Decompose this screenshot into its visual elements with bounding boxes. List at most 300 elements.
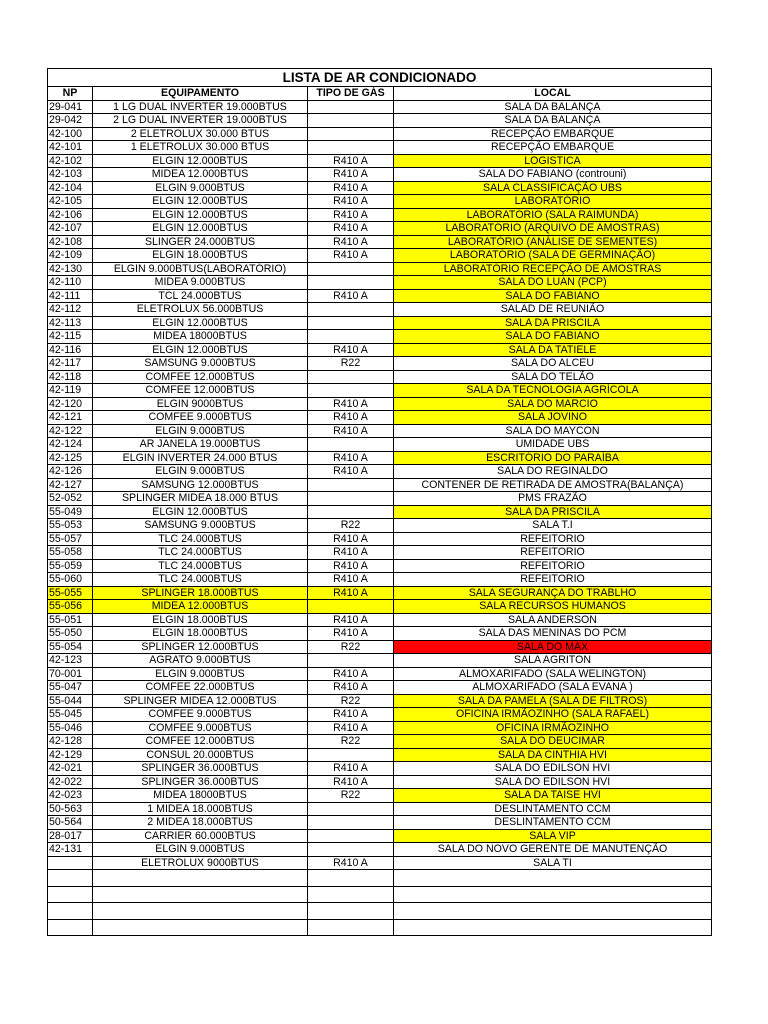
cell-gas: R410 A [308, 627, 394, 641]
cell-gas [308, 802, 394, 816]
cell-location: UMIDADE UBS [394, 438, 712, 452]
cell-equipment: TLC 24.000BTUS [93, 573, 308, 587]
cell-np [48, 856, 93, 870]
cell-equipment: CONSUL 20.000BTUS [93, 748, 308, 762]
cell-equipment: TLC 24.000BTUS [93, 532, 308, 546]
cell-np: 42-107 [48, 222, 93, 236]
cell-equipment: ELGIN 12.000BTUS [93, 154, 308, 168]
cell-np: 42-120 [48, 397, 93, 411]
cell-np: 42-124 [48, 438, 93, 452]
cell-np: 55-059 [48, 559, 93, 573]
cell-np: 55-053 [48, 519, 93, 533]
table-row [48, 195, 712, 209]
table-row [48, 694, 712, 708]
table-row [48, 546, 712, 560]
table-row [48, 316, 712, 330]
empty-cell [48, 919, 93, 936]
table-row [48, 222, 712, 236]
table-row [48, 397, 712, 411]
cell-np: 42-105 [48, 195, 93, 209]
cell-gas: R22 [308, 789, 394, 803]
cell-gas [308, 303, 394, 317]
empty-row [48, 886, 712, 903]
cell-gas [308, 100, 394, 114]
table-row [48, 573, 712, 587]
table-row [48, 789, 712, 803]
cell-location: SALA DA BALANÇA [394, 114, 712, 128]
cell-gas: R22 [308, 519, 394, 533]
cell-np: 42-128 [48, 735, 93, 749]
table-row [48, 127, 712, 141]
cell-equipment: 2 ELETROLUX 30.000 BTUS [93, 127, 308, 141]
cell-np: 42-129 [48, 748, 93, 762]
cell-location: SALA DA TAISE HVI [394, 789, 712, 803]
empty-cell [394, 919, 712, 936]
cell-location: SALA DO MAYCON [394, 424, 712, 438]
cell-location: SALA CLASSIFICAÇÃO UBS [394, 181, 712, 195]
cell-gas [308, 748, 394, 762]
table-row [48, 262, 712, 276]
table-row [48, 100, 712, 114]
cell-location: PMS FRAZÃO [394, 492, 712, 506]
table-row [48, 208, 712, 222]
table-row [48, 519, 712, 533]
cell-gas [308, 127, 394, 141]
cell-location: LABORATÓRIO [394, 195, 712, 209]
cell-location: SALA DO FABIANO [394, 330, 712, 344]
table-row [48, 654, 712, 668]
cell-gas: R410 A [308, 573, 394, 587]
cell-gas [308, 262, 394, 276]
table-row [48, 276, 712, 290]
cell-equipment: MIDEA 18000BTUS [93, 330, 308, 344]
empty-cell [93, 870, 308, 887]
cell-location: REFEITORIO [394, 573, 712, 587]
cell-location: SALA DO EDILSON HVI [394, 775, 712, 789]
cell-location: SALA ANDERSON [394, 613, 712, 627]
cell-location: LABORATÓRIO (ANÁLISE DE SEMENTES) [394, 235, 712, 249]
cell-location: LABORATÓRIO (SALA DE GERMINAÇÃO) [394, 249, 712, 263]
cell-equipment: COMFEE 9.000BTUS [93, 411, 308, 425]
cell-equipment: COMFEE 22.000BTUS [93, 681, 308, 695]
cell-np: 55-044 [48, 694, 93, 708]
cell-location: OFICINA IRMÃOZINHO (SALA RAFAEL) [394, 708, 712, 722]
cell-np: 42-131 [48, 843, 93, 857]
cell-location: SALA T.I [394, 519, 712, 533]
cell-gas [308, 276, 394, 290]
cell-location: CONTENER DE RETIRADA DE AMOSTRA(BALANÇA) [394, 478, 712, 492]
cell-np: 55-057 [48, 532, 93, 546]
table-row [48, 640, 712, 654]
cell-equipment: ELGIN 12.000BTUS [93, 222, 308, 236]
cell-location: SALA DO TELÃO [394, 370, 712, 384]
cell-gas: R410 A [308, 181, 394, 195]
cell-np: 42-111 [48, 289, 93, 303]
cell-np: 42-112 [48, 303, 93, 317]
cell-location: SALA DA CINTHIA HVI [394, 748, 712, 762]
cell-np: 55-046 [48, 721, 93, 735]
cell-np: 52-052 [48, 492, 93, 506]
cell-np: 42-116 [48, 343, 93, 357]
cell-np: 55-045 [48, 708, 93, 722]
cell-equipment: ELGIN 9000BTUS [93, 397, 308, 411]
cell-equipment: ELGIN 9.000BTUS [93, 465, 308, 479]
table-row [48, 343, 712, 357]
cell-location: SALA DO EDILSON HVI [394, 762, 712, 776]
table-row [48, 829, 712, 843]
cell-gas [308, 654, 394, 668]
cell-gas: R410 A [308, 397, 394, 411]
table-row [48, 613, 712, 627]
cell-gas [308, 141, 394, 155]
cell-location: SALA VIP [394, 829, 712, 843]
cell-gas: R410 A [308, 762, 394, 776]
cell-equipment: ELGIN 12.000BTUS [93, 505, 308, 519]
table-row [48, 586, 712, 600]
cell-gas: R410 A [308, 708, 394, 722]
cell-equipment: MIDEA 18000BTUS [93, 789, 308, 803]
cell-gas: R410 A [308, 532, 394, 546]
cell-gas: R410 A [308, 154, 394, 168]
cell-equipment: ELGIN 12.000BTUS [93, 343, 308, 357]
table-row [48, 168, 712, 182]
cell-location: SALA DO REGINALDO [394, 465, 712, 479]
cell-equipment: SPLINGER 36.000BTUS [93, 762, 308, 776]
cell-location: RECEPÇÃO EMBARQUE [394, 141, 712, 155]
cell-equipment: COMFEE 12.000BTUS [93, 384, 308, 398]
cell-equipment: TLC 24.000BTUS [93, 546, 308, 560]
cell-location: SALA RECURSOS HUMANOS [394, 600, 712, 614]
cell-location: LOGISTICA [394, 154, 712, 168]
cell-np: 42-125 [48, 451, 93, 465]
cell-gas: R410 A [308, 667, 394, 681]
table-row [48, 856, 712, 870]
cell-equipment: MIDEA 12.000BTUS [93, 168, 308, 182]
cell-equipment: COMFEE 9.000BTUS [93, 721, 308, 735]
cell-np: 55-051 [48, 613, 93, 627]
cell-np: 42-103 [48, 168, 93, 182]
cell-equipment: ELGIN 9.000BTUS(LABORATÓRIO) [93, 262, 308, 276]
table-row [48, 384, 712, 398]
cell-equipment: SAMSUNG 12.000BTUS [93, 478, 308, 492]
cell-gas [308, 438, 394, 452]
empty-cell [93, 903, 308, 920]
cell-gas: R410 A [308, 411, 394, 425]
cell-equipment: CARRIER 60.000BTUS [93, 829, 308, 843]
empty-cell [48, 870, 93, 887]
cell-equipment: SPLINGER 12.000BTUS [93, 640, 308, 654]
cell-location: DESLINTAMENTO CCM [394, 802, 712, 816]
cell-equipment: AGRATO 9.000BTUS [93, 654, 308, 668]
cell-location: REFEITORIO [394, 532, 712, 546]
cell-location: SALAD DE REUNIÃO [394, 303, 712, 317]
cell-gas [308, 829, 394, 843]
cell-np: 42-117 [48, 357, 93, 371]
table-row [48, 748, 712, 762]
table-row [48, 303, 712, 317]
cell-np: 42-122 [48, 424, 93, 438]
cell-gas [308, 316, 394, 330]
cell-gas: R410 A [308, 775, 394, 789]
empty-row [48, 903, 712, 920]
table-row [48, 249, 712, 263]
cell-equipment: ELGIN 9.000BTUS [93, 667, 308, 681]
cell-gas [308, 492, 394, 506]
cell-location: RECEPÇÃO EMBARQUE [394, 127, 712, 141]
cell-location: SALA DA TATIELE [394, 343, 712, 357]
empty-cell [48, 903, 93, 920]
empty-cell [394, 870, 712, 887]
table-row [48, 816, 712, 830]
table-row [48, 154, 712, 168]
table-row [48, 843, 712, 857]
cell-equipment: ELGIN 9.000BTUS [93, 181, 308, 195]
empty-cell [308, 886, 394, 903]
cell-np: 42-023 [48, 789, 93, 803]
cell-equipment: SPLINGER 36.000BTUS [93, 775, 308, 789]
header-location: LOCAL [394, 87, 712, 101]
cell-equipment: COMFEE 12.000BTUS [93, 735, 308, 749]
table-row [48, 735, 712, 749]
table-body [48, 69, 712, 936]
cell-np: 42-127 [48, 478, 93, 492]
cell-gas [308, 505, 394, 519]
cell-np: 42-104 [48, 181, 93, 195]
cell-gas: R22 [308, 357, 394, 371]
cell-equipment: ELGIN 9.000BTUS [93, 843, 308, 857]
header-row [48, 87, 712, 101]
table-row [48, 289, 712, 303]
cell-np: 42-130 [48, 262, 93, 276]
cell-location: ESCRITÓRIO DO PARAÍBA [394, 451, 712, 465]
cell-np: 42-119 [48, 384, 93, 398]
cell-equipment: ELGIN 12.000BTUS [93, 316, 308, 330]
cell-gas: R410 A [308, 451, 394, 465]
cell-location: SALA AGRITON [394, 654, 712, 668]
cell-np: 42-121 [48, 411, 93, 425]
empty-row [48, 870, 712, 887]
cell-np: 50-564 [48, 816, 93, 830]
cell-gas: R410 A [308, 168, 394, 182]
cell-np: 42-115 [48, 330, 93, 344]
cell-np: 42-102 [48, 154, 93, 168]
cell-equipment: ELGIN 18.000BTUS [93, 613, 308, 627]
table-row [48, 370, 712, 384]
cell-gas [308, 330, 394, 344]
cell-equipment: ELGIN 12.000BTUS [93, 195, 308, 209]
cell-equipment: 1 MIDEA 18.000BTUS [93, 802, 308, 816]
cell-location: REFEITORIO [394, 546, 712, 560]
cell-location: SALA DO FABIANO [394, 289, 712, 303]
empty-cell [93, 886, 308, 903]
cell-equipment: AR JANELA 19.000BTUS [93, 438, 308, 452]
cell-location: ALMOXARIFADO (SALA EVANA ) [394, 681, 712, 695]
cell-equipment: SPLINGER MIDEA 18.000 BTUS [93, 492, 308, 506]
cell-gas: R410 A [308, 222, 394, 236]
cell-equipment: ELGIN 12.000BTUS [93, 208, 308, 222]
empty-cell [394, 903, 712, 920]
cell-gas: R410 A [308, 289, 394, 303]
table-row [48, 492, 712, 506]
empty-cell [308, 903, 394, 920]
table-row [48, 505, 712, 519]
cell-equipment: 2 MIDEA 18.000BTUS [93, 816, 308, 830]
cell-gas [308, 370, 394, 384]
cell-equipment: SLINGER 24.000BTUS [93, 235, 308, 249]
table-row [48, 681, 712, 695]
cell-equipment: 1 ELETROLUX 30.000 BTUS [93, 141, 308, 155]
cell-equipment: ELGIN 18.000BTUS [93, 249, 308, 263]
cell-gas: R22 [308, 735, 394, 749]
header-np: NP [48, 87, 93, 101]
cell-location: LABORATÓRIO (SALA RAIMUNDA) [394, 208, 712, 222]
cell-np: 42-113 [48, 316, 93, 330]
cell-gas: R410 A [308, 721, 394, 735]
table-row [48, 775, 712, 789]
cell-gas [308, 478, 394, 492]
table-row [48, 438, 712, 452]
table-row [48, 478, 712, 492]
cell-location: SALA DO ALCEU [394, 357, 712, 371]
cell-np: 55-055 [48, 586, 93, 600]
table-row [48, 330, 712, 344]
cell-np: 55-050 [48, 627, 93, 641]
cell-np: 42-118 [48, 370, 93, 384]
cell-location: SALA DO MARCIO [394, 397, 712, 411]
table-row [48, 141, 712, 155]
cell-gas: R22 [308, 640, 394, 654]
cell-gas: R410 A [308, 424, 394, 438]
cell-location: SALA DA BALANÇA [394, 100, 712, 114]
cell-gas [308, 843, 394, 857]
cell-equipment: COMFEE 9.000BTUS [93, 708, 308, 722]
ac-list-table [47, 68, 712, 936]
table-row [48, 762, 712, 776]
table-row [48, 627, 712, 641]
cell-np: 42-100 [48, 127, 93, 141]
cell-gas: R410 A [308, 681, 394, 695]
cell-location: SALA DA PRISCILA [394, 505, 712, 519]
cell-equipment: ELGIN 9.000BTUS [93, 424, 308, 438]
cell-np: 28-017 [48, 829, 93, 843]
title-row [48, 69, 712, 87]
cell-gas: R410 A [308, 195, 394, 209]
cell-np: 29-042 [48, 114, 93, 128]
cell-np: 55-060 [48, 573, 93, 587]
cell-np: 42-106 [48, 208, 93, 222]
table-row [48, 451, 712, 465]
cell-equipment: TCL 24.000BTUS [93, 289, 308, 303]
cell-equipment: ELETROLUX 56.000BTUS [93, 303, 308, 317]
cell-equipment: 1 LG DUAL INVERTER 19.000BTUS [93, 100, 308, 114]
cell-location: SALA DA PAMELA (SALA DE FILTROS) [394, 694, 712, 708]
cell-gas [308, 816, 394, 830]
cell-np: 55-058 [48, 546, 93, 560]
table-row [48, 114, 712, 128]
cell-equipment: TLC 24.000BTUS [93, 559, 308, 573]
cell-location: LABORATÓRIO RECEPÇÃO DE AMOSTRAS [394, 262, 712, 276]
cell-gas: R410 A [308, 856, 394, 870]
cell-np: 55-054 [48, 640, 93, 654]
table-row [48, 357, 712, 371]
table-row [48, 235, 712, 249]
cell-np: 42-126 [48, 465, 93, 479]
cell-location: ALMOXARIFADO (SALA WELINGTON) [394, 667, 712, 681]
cell-equipment: 2 LG DUAL INVERTER 19.000BTUS [93, 114, 308, 128]
cell-equipment: MIDEA 12.000BTUS [93, 600, 308, 614]
cell-np: 42-123 [48, 654, 93, 668]
cell-location: SALA DAS MENINAS DO PCM [394, 627, 712, 641]
cell-location: SALA DO NOVO GERENTE DE MANUTENÇÃO [394, 843, 712, 857]
cell-gas [308, 384, 394, 398]
empty-cell [394, 886, 712, 903]
cell-equipment: ELGIN INVERTER 24.000 BTUS [93, 451, 308, 465]
cell-np: 42-109 [48, 249, 93, 263]
cell-np: 42-108 [48, 235, 93, 249]
table-row [48, 667, 712, 681]
cell-equipment: ELETROLUX 9000BTUS [93, 856, 308, 870]
cell-np: 70-001 [48, 667, 93, 681]
table-row [48, 532, 712, 546]
empty-cell [93, 919, 308, 936]
cell-location: SALA DA PRISCILA [394, 316, 712, 330]
cell-location: SALA DO MAX [394, 640, 712, 654]
sheet-title: LISTA DE AR CONDICIONADO [48, 69, 712, 87]
table-row [48, 708, 712, 722]
table-row [48, 465, 712, 479]
cell-np: 55-047 [48, 681, 93, 695]
cell-gas: R410 A [308, 343, 394, 357]
table-row [48, 424, 712, 438]
header-equipment: EQUIPAMENTO [93, 87, 308, 101]
cell-equipment: SPLINGER MIDEA 12.000BTUS [93, 694, 308, 708]
cell-location: REFEITORIO [394, 559, 712, 573]
cell-location: LABORATÓRIO (ARQUIVO DE AMOSTRAS) [394, 222, 712, 236]
table-row [48, 411, 712, 425]
cell-gas: R410 A [308, 465, 394, 479]
cell-equipment: SAMSUNG 9.000BTUS [93, 357, 308, 371]
cell-gas: R22 [308, 694, 394, 708]
cell-equipment: MIDEA 9.000BTUS [93, 276, 308, 290]
cell-location: SALA DO LUAN (PCP) [394, 276, 712, 290]
cell-location: SALA DA TECNOLOGIA AGRÍCOLA [394, 384, 712, 398]
cell-gas [308, 600, 394, 614]
cell-gas: R410 A [308, 559, 394, 573]
table-row [48, 181, 712, 195]
cell-location: SALA TI [394, 856, 712, 870]
table-row [48, 559, 712, 573]
cell-gas: R410 A [308, 546, 394, 560]
empty-cell [48, 886, 93, 903]
cell-equipment: SPLINGER 18.000BTUS [93, 586, 308, 600]
cell-np: 50-563 [48, 802, 93, 816]
cell-np: 42-110 [48, 276, 93, 290]
cell-gas: R410 A [308, 586, 394, 600]
empty-row [48, 919, 712, 936]
cell-location: OFICINA IRMÃOZINHO [394, 721, 712, 735]
empty-cell [308, 919, 394, 936]
cell-equipment: SAMSUNG 9.000BTUS [93, 519, 308, 533]
cell-gas: R410 A [308, 249, 394, 263]
cell-np: 42-101 [48, 141, 93, 155]
cell-location: SALA DO DEUCIMAR [394, 735, 712, 749]
cell-np: 55-056 [48, 600, 93, 614]
cell-location: SALA DO FABIANO (controuni) [394, 168, 712, 182]
cell-location: SALA SEGURANÇA DO TRABLHO [394, 586, 712, 600]
cell-gas: R410 A [308, 235, 394, 249]
cell-equipment: ELGIN 18.000BTUS [93, 627, 308, 641]
cell-equipment: COMFEE 12.000BTUS [93, 370, 308, 384]
